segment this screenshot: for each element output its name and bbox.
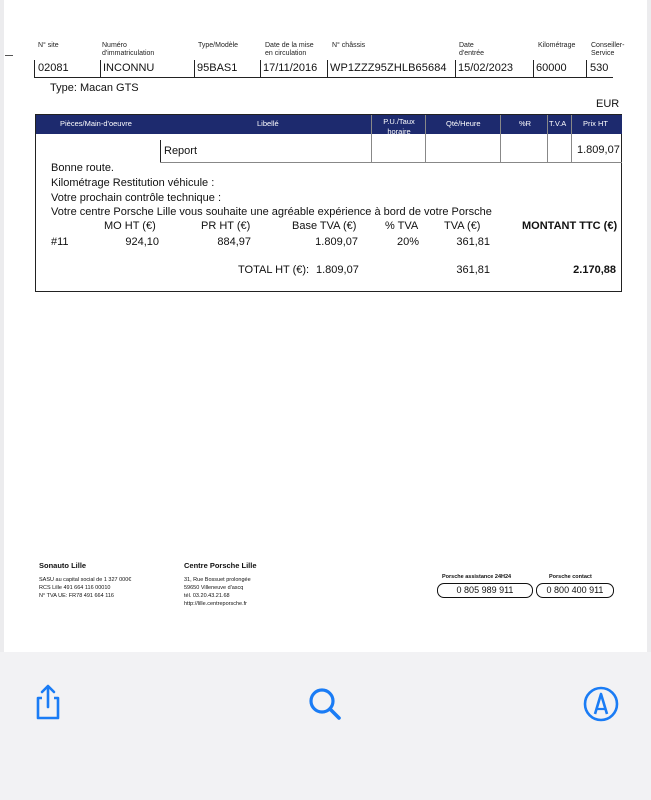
- vehicle-type: Type: Macan GTS: [50, 82, 139, 94]
- sum-head-pct: % TVA: [385, 220, 419, 232]
- total-ht-label: TOTAL HT (€):: [238, 264, 310, 276]
- footer-company-line: N° TVA UE: FR78 491 664 116: [39, 593, 114, 599]
- value-immat: INCONNU: [103, 62, 155, 74]
- col-prix-ht: Prix HT: [583, 119, 608, 128]
- footer-company-line: RCS Lille 491 664 116 00010: [39, 585, 111, 591]
- sum-code: #11: [51, 236, 69, 248]
- share-icon: [28, 682, 68, 722]
- total-tva-value: 361,81: [456, 264, 490, 276]
- sum-head-base: Base TVA (€): [292, 220, 357, 232]
- col-remise: %R: [519, 119, 532, 128]
- col-pieces: Pièces/Main-d'oeuvre: [60, 119, 132, 128]
- label-km: Kilométrage: [538, 42, 576, 49]
- total-ht-value: 1.809,07: [316, 264, 359, 276]
- value-date-entree: 15/02/2023: [458, 62, 514, 74]
- line-bonne-route: Bonne route.: [51, 162, 114, 174]
- value-date-mise: 17/11/2016: [263, 62, 318, 74]
- label-conseiller: Conseiller- Service: [591, 42, 625, 57]
- label-date-mise: Date de la mise en circulation: [265, 42, 314, 57]
- footer-company-line: SASU au capital social de 1 327 000€: [39, 577, 132, 583]
- sep: [160, 140, 161, 163]
- footer-centre-name: Centre Porsche Lille: [184, 561, 257, 570]
- bottom-toolbar: [0, 652, 651, 800]
- sep: [260, 60, 261, 78]
- value-km: 60000: [536, 62, 567, 74]
- sep: [371, 115, 372, 163]
- sep: [547, 115, 548, 163]
- share-button[interactable]: [28, 682, 68, 722]
- line-km-restitution: Kilométrage Restitution véhicule :: [51, 177, 215, 189]
- total-ttc-value: 2.170,88: [573, 264, 616, 276]
- label-site: N° site: [38, 42, 59, 49]
- col-pu: P.U./Taux horaire: [383, 117, 415, 136]
- sum-head-pr: PR HT (€): [201, 220, 251, 232]
- report-label: Report: [164, 145, 198, 157]
- header-underline: [34, 77, 613, 78]
- label-chassis: N° châssis: [332, 42, 366, 49]
- sum-pr: 884,97: [217, 236, 251, 248]
- sum-pct: 20%: [396, 236, 419, 248]
- footer-centre-line: 59650 Villeneuve d'ascq: [184, 585, 244, 591]
- label-immat: Numéro d'immatriculation: [102, 42, 155, 57]
- invoice-page: [4, 0, 647, 652]
- sep: [34, 60, 35, 78]
- assistance-number[interactable]: 0 805 989 911: [437, 583, 533, 598]
- report-underline: [160, 162, 622, 163]
- col-qte: Qté/Heure: [446, 119, 481, 128]
- sep: [533, 60, 534, 78]
- footer-company-name: Sonauto Lille: [39, 561, 87, 570]
- footer-centre-line: 31, Rue Bossuet prolongée: [184, 577, 251, 583]
- sep: [100, 60, 101, 78]
- value-type-model: 95BAS1: [197, 62, 238, 74]
- sep: [500, 115, 501, 163]
- sep: [327, 60, 328, 78]
- sum-head-mo: MO HT (€): [104, 220, 156, 232]
- sep: [571, 115, 572, 163]
- montant-ttc-label: MONTANT TTC (€): [522, 220, 618, 232]
- search-button[interactable]: [305, 684, 345, 724]
- search-icon: [305, 684, 345, 724]
- footer-centre-line: tél. 03.20.43.21.68: [184, 593, 230, 599]
- sep: [425, 115, 426, 163]
- assistance-label: Porsche assistance 24H24: [442, 574, 512, 580]
- value-conseiller: 530: [590, 62, 609, 74]
- line-centre-message: Votre centre Porsche Lille vous souhaite une agréable expérience à bord de votre Porsche: [51, 206, 492, 218]
- col-libelle: Libellé: [257, 119, 279, 128]
- label-date-entree: Date d'entrée: [459, 42, 485, 57]
- markup-icon: [581, 684, 621, 724]
- col-tva: T.V.A: [549, 119, 567, 128]
- label-type-model: Type/Modèle: [198, 42, 239, 49]
- margin-mark: [5, 55, 13, 56]
- sep: [455, 60, 456, 78]
- report-value: 1.809,07: [577, 144, 620, 156]
- sum-mo: 924,10: [125, 236, 159, 248]
- sum-head-tva: TVA (€): [444, 220, 481, 232]
- footer-centre-website: http://lille.centreporsche.fr: [184, 601, 247, 607]
- currency: EUR: [596, 98, 620, 110]
- value-chassis: WP1ZZZ95ZHLB65684: [330, 62, 447, 74]
- sep: [194, 60, 195, 78]
- sep: [586, 60, 587, 78]
- markup-button[interactable]: [581, 684, 621, 724]
- value-site: 02081: [38, 62, 69, 74]
- contact-number[interactable]: 0 800 400 911: [536, 583, 614, 598]
- sum-base: 1.809,07: [315, 236, 358, 248]
- contact-label: Porsche contact: [549, 574, 592, 580]
- sum-tva: 361,81: [456, 236, 490, 248]
- line-controle-technique: Votre prochain contrôle technique :: [51, 192, 222, 204]
